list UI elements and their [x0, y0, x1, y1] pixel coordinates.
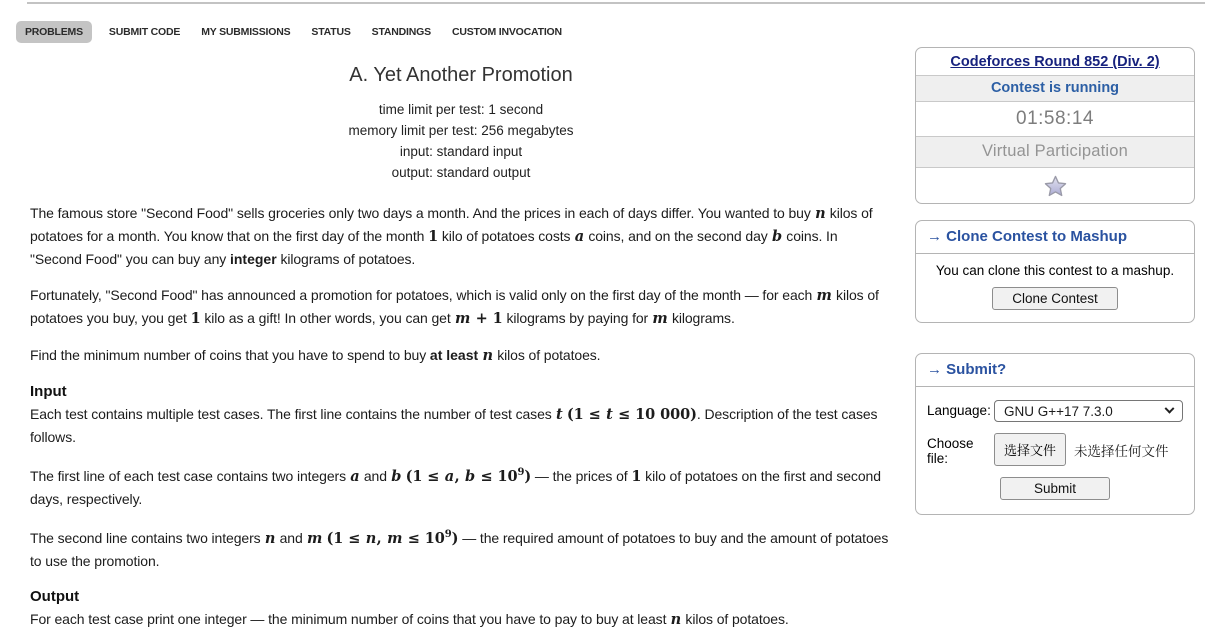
- participation-mode: Virtual Participation: [916, 136, 1194, 167]
- top-divider: [27, 2, 1205, 4]
- statement-paragraph: Fortunately, "Second Food" has announced a promotion for potatoes, which is valid only on the first day of the month — for each m kilos of potatoes you buy, you get 1 kilo as a gift! In other words, you can get m + 1 kilograms by paying for m kilograms.: [30, 287, 879, 327]
- contest-title-row: [916, 48, 1194, 75]
- statement-paragraph: The famous store "Second Food" sells groceries only two days a month. And the prices in each of days differ. You wanted to buy n kilos of potatoes for a month. You know that on the first day of the month 1 kilo of potatoes costs a coins, and on the second day b coins. In "Second Food" you can buy any integer kilograms of potatoes.: [30, 205, 873, 267]
- math-expression: (1 ≤ a, $b \le 10^9$): [405, 467, 532, 485]
- math-expression: n: [482, 347, 493, 364]
- tab-custom-invocation[interactable]: CUSTOM INVOCATION: [451, 26, 562, 38]
- math-expression: 1: [428, 228, 439, 245]
- choose-file-button[interactable]: 选择文件: [994, 433, 1066, 466]
- problem-title: A. Yet Another Promotion: [349, 64, 573, 86]
- clone-box-header: → Clone Contest to Mashup: [916, 221, 1194, 254]
- contest-status: Contest is running: [916, 75, 1194, 101]
- math-expression: 1: [190, 310, 201, 327]
- contest-info-box: [915, 47, 1195, 204]
- choose-file-row: [927, 433, 1183, 466]
- statement-paragraph: For each test case print one integer — the minimum number of coins that you have to pay to buy at least n kilos of potatoes.: [30, 610, 789, 628]
- language-selected-value: GNU G++17 7.3.0: [1004, 403, 1113, 419]
- math-expression: m + 1: [454, 310, 503, 327]
- math-expression: n: [670, 610, 682, 628]
- favorite-star-row: [916, 167, 1194, 203]
- sidebar: [915, 47, 1195, 515]
- top-tabs: [16, 21, 566, 43]
- submit-box: [915, 353, 1195, 515]
- math-expression: b: [771, 228, 782, 245]
- file-status-text: 未选择任何文件: [1074, 443, 1169, 459]
- statement-paragraph: The second line contains two integers n and m (1 ≤ n, $m \le 10^9$) — the required amount of potatoes to buy and the amount of potatoes to use the promotion.: [30, 528, 889, 569]
- math-expression: (1 ≤ n, $m \le 10^9$): [326, 528, 459, 547]
- math-expression: m: [306, 529, 323, 547]
- statement-paragraph: Find the minimum number of coins that you have to spend to buy at least n kilos of potatoes.: [30, 347, 601, 364]
- problem-meta-line: memory limit per test: 256 megabytes: [348, 123, 574, 138]
- math-expression: t: [555, 406, 563, 423]
- math-expression: (1 ≤ t ≤ 10 000): [566, 406, 697, 423]
- problem-meta: [30, 99, 892, 183]
- submit-box-header: → Submit?: [916, 354, 1194, 387]
- math-expression: a: [350, 467, 360, 485]
- math-expression: m: [652, 310, 668, 327]
- choose-file-label: Choose file:: [927, 436, 974, 466]
- language-label: Language:: [927, 403, 991, 418]
- contest-timer: 01:58:14: [916, 101, 1194, 136]
- statement-paragraph: The first line of each test case contains two integers a and b (1 ≤ a, $b \le 10^9$) — the prices of 1 kilo of potatoes on the first and second days, respectively.: [30, 467, 881, 507]
- math-expression: n: [264, 529, 276, 547]
- submit-button[interactable]: Submit: [1000, 477, 1110, 500]
- tab-submit-code[interactable]: SUBMIT CODE: [108, 26, 181, 38]
- clone-contest-button[interactable]: Clone Contest: [992, 287, 1118, 310]
- clone-box-body: [916, 254, 1194, 322]
- statement-paragraph: Each test contains multiple test cases. The first line contains the number of test cases t (1 ≤ t ≤ 10 000). Description of the test cases follows.: [30, 406, 878, 445]
- submit-form: [916, 387, 1194, 514]
- tab-standings[interactable]: STANDINGS: [371, 26, 431, 38]
- star-icon[interactable]: [1044, 175, 1067, 197]
- problem-statement: [30, 60, 892, 631]
- clone-box-text: You can clone this contest to a mashup.: [935, 263, 1175, 278]
- tab-status[interactable]: STATUS: [311, 26, 351, 38]
- submit-row: [927, 477, 1183, 500]
- contest-title-link[interactable]: Codeforces Round 852 (Div. 2): [950, 54, 1160, 70]
- math-expression: b: [391, 467, 402, 485]
- math-expression: m: [816, 287, 832, 304]
- language-select[interactable]: [994, 400, 1183, 422]
- tab-problems[interactable]: PROBLEMS: [16, 21, 92, 43]
- section-header-input: Input: [30, 383, 67, 400]
- problem-meta-line: output: standard output: [391, 165, 531, 180]
- math-expression: a: [574, 228, 585, 245]
- clone-contest-box: [915, 220, 1195, 323]
- chevron-down-icon: [1165, 403, 1175, 413]
- problem-body: [30, 202, 892, 631]
- problem-meta-line: time limit per test: 1 second: [378, 102, 544, 117]
- problem-meta-line: input: standard input: [399, 144, 523, 159]
- section-header-output: Output: [30, 587, 80, 605]
- tab-my-submissions[interactable]: MY SUBMISSIONS: [201, 26, 291, 38]
- math-expression: 1: [631, 467, 642, 485]
- math-expression: n: [815, 205, 826, 222]
- language-row: [927, 400, 1183, 422]
